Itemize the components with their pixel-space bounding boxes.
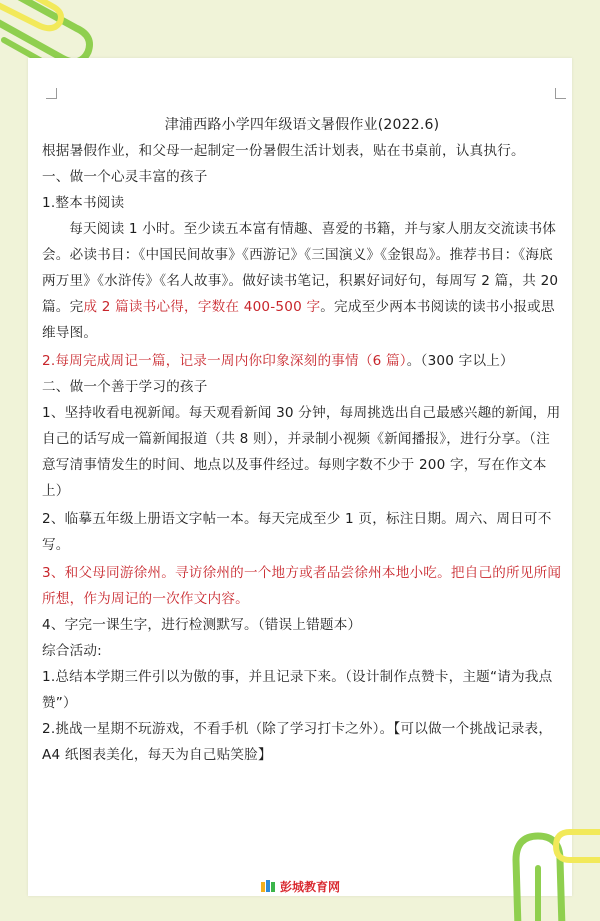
footer-brand: 彭城教育网	[279, 880, 340, 894]
proud-things-item: 1.总结本学期三件引以为傲的事，并且记录下来。（设计制作点赞卡，主题“请为我点赞”）	[42, 669, 553, 711]
xuzhou-trip-item	[42, 560, 562, 612]
weekly-journal-tail: 。（300 字以上）	[406, 353, 514, 369]
section3-heading: 综合活动:	[42, 643, 102, 659]
document-title: 津浦西路小学四年级语文暑假作业(2022.6)	[164, 117, 440, 133]
xuzhou-trip-highlight: 和父母同游徐州。寻访徐州的一个地方或者品尝徐州本地小吃。把自己的所见所闻所想，作为周记的一次作文内容。	[42, 565, 562, 607]
paperclip-yellow-top-left-icon	[0, 0, 90, 50]
no-games-challenge-item: 2.挑战一星期不玩游戏，不看手机（除了学习打卡之外）。【可以做一个挑战记录表，A4 纸图表美化，每天为自己贴笑脸】	[42, 721, 553, 763]
xuzhou-trip-prefix: 3、	[42, 565, 65, 581]
reading-highlight: 成 2 篇读书心得，字数在 400-500 字	[83, 299, 321, 315]
reading-text: 每天阅读 1 小时。至少读五本富有情趣、喜爱的书籍，并与家人朋友交流读书体会。必读书目：《中国民间故事》《西游记》《三国演义》《金银岛》。推荐书目：《海底两万里》《水浒传》《名人故事》。做好读书笔记，积累好词好句，每周写 2 篇，共 20 篇。完	[42, 221, 559, 315]
document-body	[42, 112, 562, 768]
page-corner-mark-right	[555, 88, 566, 99]
weekly-journal-item	[42, 348, 562, 374]
book-logo-icon	[260, 879, 276, 893]
reading-paragraph	[42, 216, 562, 346]
news-item: 1、坚持收看电视新闻。每天观看新闻 30 分钟，每周挑选出自己最感兴趣的新闻，用自己的话写成一篇新闻报道（共 8 则），并录制小视频《新闻播报》，进行分享。（注意写清事情发生的时间、地点以及事件经过。每则字数不少于 200 字，写在作文本上）	[42, 405, 561, 499]
section1-heading: 一、做一个心灵丰富的孩子	[42, 169, 208, 185]
calligraphy-item: 2、临摹五年级上册语文字帖一本。每天完成至少 1 页，标注日期。周六、周日可不写。	[42, 511, 552, 553]
section1-item1-heading: 1.整本书阅读	[42, 195, 125, 211]
dictation-item: 4、字完一课生字，进行检测默写。（错误上错题本）	[42, 617, 362, 633]
section2-heading: 二、做一个善于学习的孩子	[42, 379, 208, 395]
intro-paragraph: 根据暑假作业，和父母一起制定一份暑假生活计划表，贴在书桌前，认真执行。	[42, 143, 525, 159]
weekly-journal-highlight: 2.每周完成周记一篇，记录一周内你印象深刻的事情（6 篇）	[42, 353, 407, 369]
reading-tail: 。完成至少两本书阅读的读书小报或思维导图。	[42, 299, 555, 341]
site-footer	[0, 878, 600, 895]
paperclip-yellow-bottom-right-icon	[548, 826, 600, 886]
page-corner-mark-left	[46, 88, 57, 99]
